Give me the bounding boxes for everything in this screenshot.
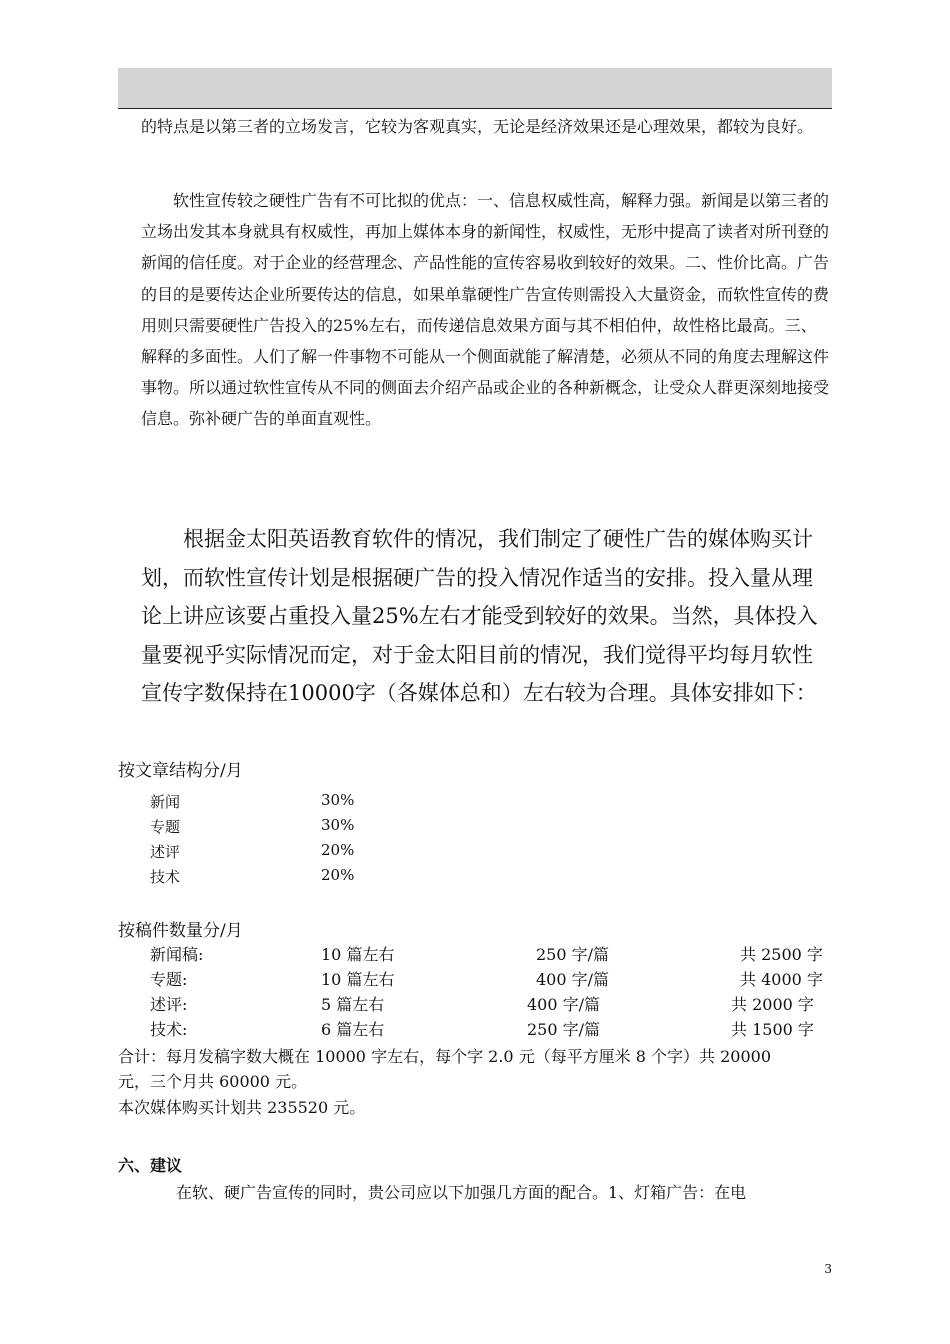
count-row-qty: 6 篇左右 xyxy=(321,1020,385,1039)
count-row-rate: 250 字/篇 xyxy=(527,1020,601,1039)
count-row-total: 共 4000 字 xyxy=(740,970,823,989)
structure-row-pct: 30% xyxy=(321,816,355,834)
count-row-qty: 10 篇左右 xyxy=(321,970,395,989)
page-header-bar xyxy=(118,68,832,109)
count-row-total: 共 2500 字 xyxy=(740,945,823,964)
count-row-rate: 400 字/篇 xyxy=(527,995,601,1014)
count-title: 按稿件数量分/月 xyxy=(118,921,243,941)
count-row-rate: 400 字/篇 xyxy=(536,970,610,989)
paragraph-1: 的特点是以第三者的立场发言，它较为客观真实，无论是经济效果还是心理效果，都较为良好。 xyxy=(141,117,814,136)
structure-row-name: 技术 xyxy=(150,868,181,886)
count-row-qty: 10 篇左右 xyxy=(321,945,395,964)
count-row-name: 专题: xyxy=(150,970,188,989)
summary-line-2: 元，三个月共 60000 元。 xyxy=(118,1072,308,1091)
count-row-name: 技术: xyxy=(150,1020,188,1039)
structure-row-name: 专题 xyxy=(150,818,181,836)
summary-line-3: 本次媒体购买计划共 235520 元。 xyxy=(118,1098,366,1117)
summary-line-1: 合计：每月发稿字数大概在 10000 字左右，每个字 2.0 元（每平方厘米 8 个字）共 20000 xyxy=(118,1047,772,1066)
structure-title: 按文章结构分/月 xyxy=(118,761,243,781)
section-text: 在软、硬广告宣传的同时，贵公司应以下加强几方面的配合。1、灯箱广告：在电 xyxy=(176,1183,747,1202)
count-row-total: 共 2000 字 xyxy=(731,995,814,1014)
paragraph-3: 根据金太阳英语教育软件的情况，我们制定了硬性广告的媒体购买计划，而软性宣传计划是根据硬广告的投入情况作适当的安排。投入量从理论上讲应该要占重投入量25%左右才能受到较好的效果。当然，具体投入量要视乎实际情况而定，对于金太阳目前的情况，我们觉得平均每月软性宣传字数保持在10000字（各媒体总和）左右较为合理。具体安排如下： xyxy=(141,527,818,705)
count-row-rate: 250 字/篇 xyxy=(536,945,610,964)
paragraph-2: 软性宣传较之硬性广告有不可比拟的优点：一、信息权威性高，解释力强。新闻是以第三者的立场出发其本身就具有权威性，再加上媒体本身的新闻性，权威性，无形中提高了读者对所刊登的新闻的信任度。对于企业的经营理念、产品性能的宣传容易收到较好的效果。二、性价比高。广告的目的是要传达企业所要传达的信息，如果单靠硬性广告宣传则需投入大量资金，而软性宣传的费用则只需要硬性广告投入的25%左右，而传递信息效果方面与其不相伯仲，故性格比最高。三、解释的多面性。人们了解一件事物不可能从一个侧面就能了解清楚，必须从不同的角度去理解这件事物。所以通过软性宣传从不同的侧面去介绍产品或企业的各种新概念，让受众人群更深刻地接受信息。弥补硬广告的单面直观性。 xyxy=(141,191,830,429)
structure-row-pct: 20% xyxy=(321,841,355,859)
count-row-total: 共 1500 字 xyxy=(731,1020,814,1039)
page-number: 3 xyxy=(824,1262,832,1276)
structure-row-name: 述评 xyxy=(150,843,181,861)
structure-row-pct: 20% xyxy=(321,866,355,884)
structure-row-pct: 30% xyxy=(321,791,355,809)
count-row-name: 述评: xyxy=(150,995,188,1014)
section-heading: 六、建议 xyxy=(118,1156,183,1175)
count-row-qty: 5 篇左右 xyxy=(321,995,385,1014)
structure-row-name: 新闻 xyxy=(150,793,181,811)
count-row-name: 新闻稿: xyxy=(150,945,204,964)
